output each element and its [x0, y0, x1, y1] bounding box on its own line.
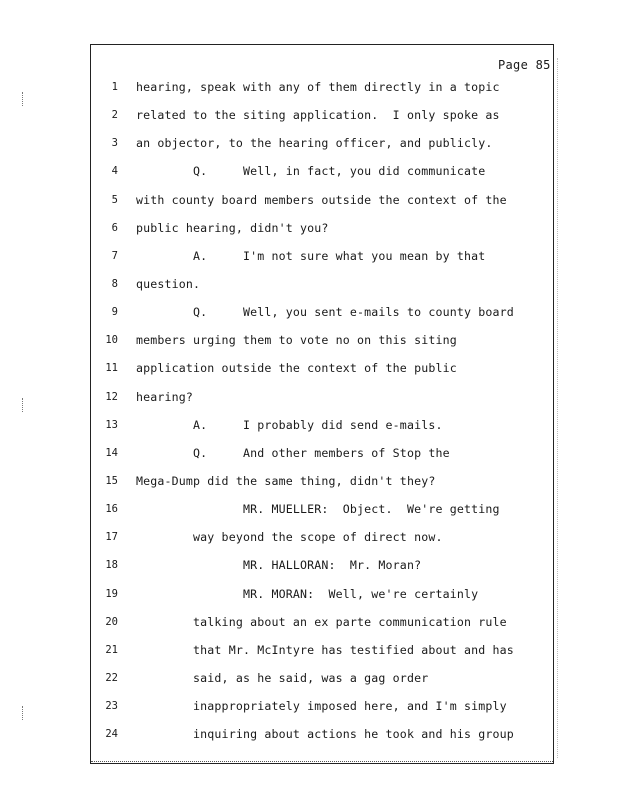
line-number: 6: [111, 221, 118, 234]
line-number: 24: [105, 728, 118, 741]
line-number: 15: [105, 474, 118, 487]
transcript-line: MR. HALLORAN: Mr. Moran?: [136, 558, 422, 573]
line-number: 19: [105, 587, 118, 600]
line-number-column: [98, 79, 118, 754]
line-number: 1: [111, 81, 118, 93]
transcript-line: MR. MUELLER: Object. We're getting: [136, 502, 500, 517]
transcript-line: Q. Well, in fact, you did communicate: [136, 164, 486, 179]
transcript-line: Q. Well, you sent e-mails to county board: [136, 305, 514, 320]
transcript-line: public hearing, didn't you?: [136, 220, 329, 235]
line-number: 10: [105, 334, 118, 347]
transcript-line: inappropriately imposed here, and I'm simply: [136, 699, 507, 714]
line-number: 20: [105, 615, 118, 628]
line-number: 17: [105, 531, 118, 544]
transcript-line: that Mr. McIntyre has testified about and has: [136, 642, 514, 657]
transcript-body: [136, 78, 548, 753]
transcript-line: members urging them to vote no on this siting: [136, 333, 457, 348]
left-margin-mark: [22, 398, 26, 412]
line-number: 4: [111, 165, 118, 178]
transcript-line: A. I probably did send e-mails.: [136, 417, 443, 432]
line-number: 12: [105, 390, 118, 403]
transcript-line: application outside the context of the public: [136, 361, 457, 376]
left-margin-mark: [22, 706, 26, 720]
line-number: 2: [111, 109, 118, 122]
line-number: 3: [111, 137, 118, 150]
line-number: 18: [105, 559, 118, 572]
line-number: 21: [105, 643, 118, 656]
transcript-line: question.: [136, 276, 201, 291]
transcript-line: hearing?: [136, 389, 194, 404]
transcript-line: inquiring about actions he took and his group: [136, 727, 514, 742]
transcript-line: hearing, speak with any of them directly in a topic: [136, 80, 500, 94]
transcript-line: MR. MORAN: Well, we're certainly: [136, 586, 479, 601]
line-number: 5: [111, 193, 118, 206]
transcript-line: said, as he said, was a gag order: [136, 670, 429, 685]
line-number: 23: [105, 700, 118, 713]
transcript-line: talking about an ex parte communication rule: [136, 614, 507, 629]
line-number: 7: [111, 249, 118, 262]
right-margin-marks: [557, 58, 562, 758]
line-number: 14: [105, 446, 118, 459]
transcript-line: an objector, to the hearing officer, and publicly.: [136, 136, 493, 151]
line-number: 13: [105, 418, 118, 431]
left-margin-mark: [22, 92, 26, 106]
transcript-line: with county board members outside the context of the: [136, 192, 507, 207]
transcript-line: related to the siting application. I only spoke as: [136, 108, 500, 123]
line-number: 9: [111, 306, 118, 319]
line-number: 22: [105, 671, 118, 684]
line-number: 8: [111, 277, 118, 290]
line-number: 11: [105, 362, 118, 375]
transcript-line: way beyond the scope of direct now.: [136, 530, 443, 545]
page-number: Page 85: [498, 58, 551, 72]
transcript-line: Q. And other members of Stop the: [136, 445, 450, 460]
transcript-line: Mega-Dump did the same thing, didn't they?: [136, 473, 436, 488]
line-number: 16: [105, 503, 118, 516]
transcript-line: A. I'm not sure what you mean by that: [136, 248, 486, 263]
